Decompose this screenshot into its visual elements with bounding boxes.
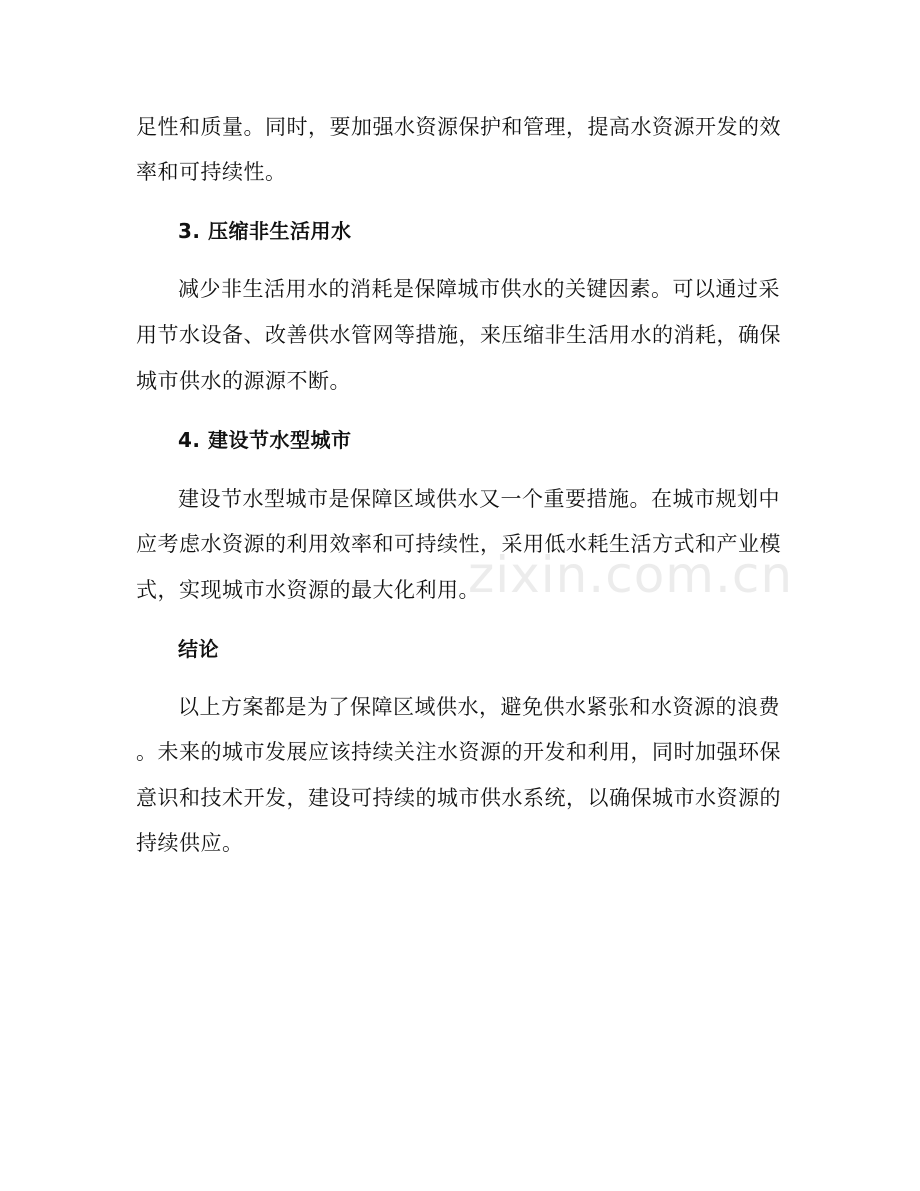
paragraph-line: 以上方案都是为了保障区域供水，避免供水紧张和水资源的浪费 — [178, 695, 780, 719]
paragraph-line: 减少非生活用水的消耗是保障城市供水的关键因素。可以通过采 — [178, 277, 780, 301]
paragraph-line: 应考虑水资源的利用效率和可持续性，采用低水耗生活方式和产业模 — [136, 532, 781, 556]
paragraph-line: 。未来的城市发展应该持续关注水资源的开发和利用，同时加强环保 — [136, 740, 781, 764]
paragraph-line: 用节水设备、改善供水管网等措施，来压缩非生活用水的消耗，确保 — [136, 323, 781, 347]
paragraph-line: 意识和技术开发，建设可持续的城市供水系统，以确保城市水资源的 — [136, 786, 781, 810]
paragraph-line: 城市供水的源源不断。 — [136, 369, 351, 393]
section-heading-3: 3. 压缩非生活用水 — [178, 219, 352, 243]
paragraph-line: 足性和质量。同时，要加强水资源保护和管理，提高水资源开发的效 — [136, 115, 781, 139]
paragraph-line: 持续供应。 — [136, 831, 244, 855]
watermark: zixin.com.cn — [468, 546, 794, 604]
paragraph-line: 建设节水型城市是保障区域供水又一个重要措施。在城市规划中 — [178, 487, 780, 511]
section-heading-4: 4. 建设节水型城市 — [178, 428, 352, 452]
conclusion-heading: 结论 — [178, 637, 219, 661]
paragraph-line: 式，实现城市水资源的最大化利用。 — [136, 578, 480, 602]
paragraph-line: 率和可持续性。 — [136, 160, 287, 184]
